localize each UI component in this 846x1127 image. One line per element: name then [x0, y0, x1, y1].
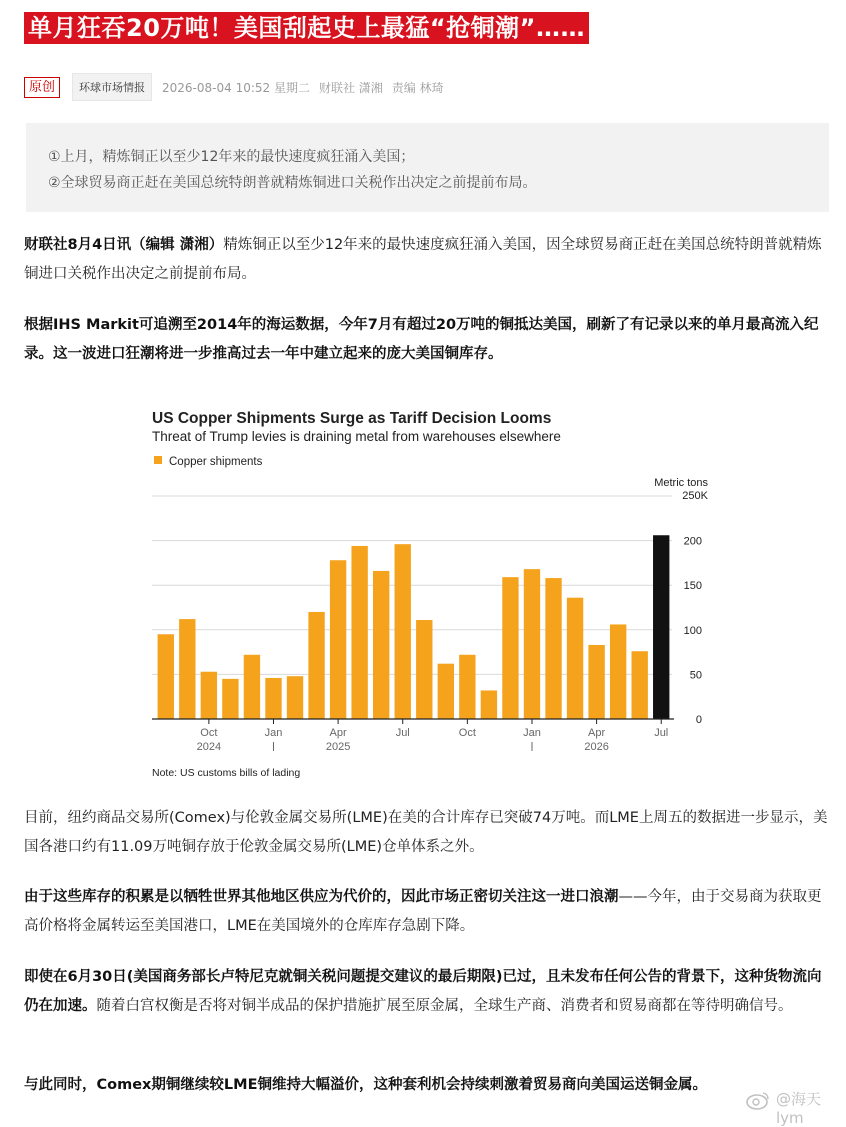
copper-shipments-chart — [152, 402, 712, 787]
y-tick-label: 50 — [689, 669, 702, 682]
bar — [438, 664, 454, 719]
paragraph-1 — [24, 231, 828, 289]
article-title-wrap — [24, 12, 589, 44]
paragraph-1-body: 精炼铜正以至少12年来的最快速度疯狂涌入美国，因全球贸易商正赶在美国总统特朗普就精炼铜进口关税作出决定之前提前布局。 — [24, 237, 822, 282]
x-tick-label: Apr — [329, 727, 347, 739]
y-tick-label: 150 — [683, 580, 702, 593]
chart-note: Note: US customs bills of lading — [152, 767, 301, 779]
chart-title: US Copper Shipments Surge as Tariff Decision Looms — [152, 410, 552, 427]
article-meta — [24, 73, 453, 101]
bar — [459, 655, 475, 719]
x-year-label: 2025 — [325, 741, 351, 753]
bar — [416, 620, 432, 719]
bar — [265, 678, 281, 719]
legend-label: Copper shipments — [169, 456, 263, 468]
article-summary — [26, 123, 829, 212]
paragraph-1-lead: 财联社8月4日讯（编辑 潇湘） — [24, 237, 224, 253]
bar — [524, 569, 540, 719]
bar — [567, 598, 583, 719]
y-tick-label: 200 — [683, 535, 702, 548]
paragraph-5-body: 随着白宫权衡是否将对铜半成品的保护措施扩展至原金属，全球生产商、消费者和贸易商都在等待明确信号。 — [96, 998, 793, 1014]
y-tick-label: 0 — [695, 714, 702, 726]
paragraph-2-body: 根据IHS Markit可追溯至2014年的海运数据，今年7月有超过20万吨的铜抵达美国，刷新了有记录以来的单月最高流入纪录。这一波进口狂潮将进一步推高过去一年中建立起来的庞大美国铜库存。 — [24, 317, 819, 362]
bar — [610, 624, 626, 719]
watermark-text: @海天lym — [776, 1090, 822, 1127]
paragraph-3-body: 目前，纽约商品交易所(Comex)与伦敦金属交易所(LME)在美的合计库存已突破74万吨。而LME上周五的数据进一步显示，美国各港口约有11.09万吨铜存放于伦敦金属交易所(LME)仓单体系之外。 — [24, 810, 828, 855]
x-year-label: 2024 — [196, 741, 222, 753]
x-tick-label: Oct — [458, 727, 476, 739]
bar — [395, 544, 411, 719]
summary-line-1: ①上月，精炼铜正以至少12年来的最快速度疯狂涌入美国； — [48, 149, 415, 165]
bar — [287, 676, 303, 719]
bar-highlight — [653, 535, 669, 719]
bar — [179, 619, 195, 719]
bar — [588, 645, 604, 719]
paragraph-5 — [24, 963, 828, 1021]
bar — [632, 651, 648, 719]
outlet-author: 财联社 潇湘 — [318, 80, 383, 95]
bar — [201, 672, 217, 719]
x-tick-label: Jan — [264, 727, 283, 739]
paragraph-6 — [24, 1071, 828, 1100]
paragraph-4-body: ——今年，由于交易商为获取更高价格将金属转运至美国港口，LME在美国境外的仓库库存急剧下降。 — [24, 889, 822, 934]
x-tick-label: Jul — [395, 727, 410, 739]
bar — [545, 578, 561, 719]
bar — [330, 560, 346, 719]
weibo-watermark-icon — [745, 1090, 771, 1110]
original-badge: 原创 — [24, 77, 60, 98]
publish-date: 2026-08-04 10:52 星期二 — [162, 80, 310, 95]
bar — [373, 571, 389, 719]
paragraph-5-lead: 即使在6月30日(美国商务部长卢特尼克就铜关税问题提交建议的最后期限)已过，且未发布任何公告的背景下，这种货物流向仍在加速。 — [24, 969, 822, 1014]
paragraph-2 — [24, 311, 828, 369]
y-axis-ticks — [684, 536, 702, 726]
bar — [158, 634, 174, 719]
paragraph-4-lead: 由于这些库存的积累是以牺牲世界其他地区供应为代价的，因此市场正密切关注这一进口浪潮 — [24, 889, 619, 905]
paragraph-4 — [24, 883, 828, 941]
bar — [308, 612, 324, 719]
y-top-label: 250K — [682, 490, 708, 502]
x-year-label: 2026 — [584, 741, 609, 753]
x-tick-label: Apr — [588, 727, 606, 739]
x-tick-label: Jul — [654, 727, 669, 739]
bar — [502, 577, 518, 719]
chart-svg — [152, 402, 712, 787]
x-axis-ticks — [197, 719, 669, 753]
source-badge[interactable]: 环球市场情报 — [72, 73, 152, 101]
summary-line-2: ②全球贸易商正赶在美国总统特朗普就精炼铜进口关税作出决定之前提前布局。 — [48, 175, 537, 191]
editor: 责编 林琦 — [391, 80, 444, 95]
y-tick-label: 100 — [683, 624, 702, 637]
paragraph-6-body: 与此同时，Comex期铜继续较LME铜维持大幅溢价，这种套利机会持续刺激着贸易商向美国运送铜金属。 — [24, 1077, 707, 1093]
chart-subtitle: Threat of Trump levies is draining metal from warehouses elsewhere — [152, 429, 561, 444]
unit-label: Metric tons — [654, 477, 708, 489]
bar — [351, 546, 367, 719]
legend-swatch — [154, 456, 162, 464]
bar — [222, 679, 238, 719]
chart-bars — [152, 535, 674, 719]
x-tick-label: Jan — [523, 727, 541, 739]
x-tick-label: Oct — [200, 727, 218, 739]
bar — [244, 655, 260, 719]
bar — [481, 690, 497, 719]
article-title: 单月狂吞20万吨！美国刮起史上最猛“抢铜潮”…… — [24, 12, 589, 44]
paragraph-3 — [24, 804, 828, 862]
